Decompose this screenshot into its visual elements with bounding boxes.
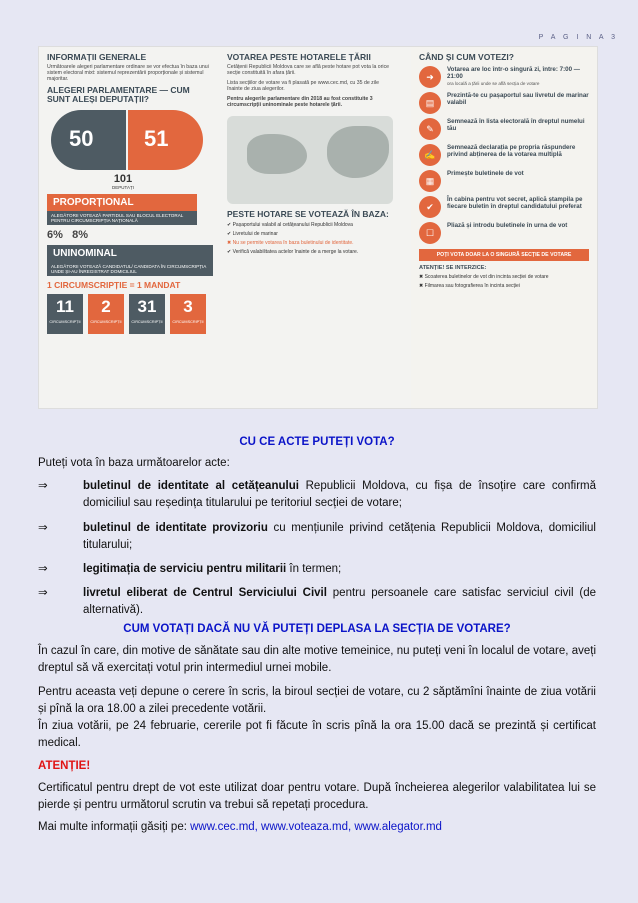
when-title: CÂND ȘI CUM VOTEZI? bbox=[419, 52, 514, 62]
step-item: ➜ Votarea are loc într-o singură zi, între: 7:00 —21:00 ora locală a țării unde se află secția de votare bbox=[419, 66, 589, 88]
election-question-title: ALEGERI PARLAMENTARE — CUM SUNT ALEȘI DEPUTAȚII? bbox=[47, 85, 190, 104]
abroad-docs-title: PESTE HOTARE SE VOTEAZĂ ÎN BAZA: bbox=[227, 209, 389, 219]
intro-text: Puteți vota în baza următoarelor acte: bbox=[38, 457, 230, 469]
step-item: ☐ Pliază și introdu buletinele în urna de vot bbox=[419, 222, 589, 244]
general-info-title: INFORMAȚII GENERALE bbox=[47, 52, 147, 62]
list-item: ⇒ buletinul de identitate provizoriu cu mențiunile privind cetățenia Republicii Moldova, domiciliul titularului; bbox=[38, 522, 596, 551]
list-item: ⇒ buletinul de identitate al cetățeanului Republicii Moldova, cu fișa de însoțire care confirmă domiciliul sau reședința titularului pe teritoriul secției de votare; bbox=[38, 480, 597, 509]
count-tile: 11 CIRCUMSCRIPȚII bbox=[47, 294, 83, 334]
uninominal-seats-value: 51 bbox=[144, 126, 169, 151]
passport-icon: ▤ bbox=[419, 92, 441, 114]
proportional-text: ALEGĂTORII VOTEAZĂ PARTIDUL SAU BLOCUL ELECTORAL PENTRU CIRCUMSCRIPȚIA NAȚIONALĂ bbox=[47, 211, 197, 225]
info-links[interactable]: www.cec.md, www.voteaza.md, www.alegator.md bbox=[190, 821, 442, 833]
proportional-seats bbox=[51, 110, 126, 170]
general-info-column bbox=[39, 47, 221, 408]
page-number-header: P A G I N A 3 bbox=[538, 34, 618, 41]
list-item: ⇒ livretul eliberat de Centrul Serviciului Civil pentru persoanele care satisfac serviciul civil (de alternativă). bbox=[38, 587, 596, 616]
ballot-icon: ▦ bbox=[419, 170, 441, 192]
abroad-doc-item: ✔ Pașaportului valabil al cetățeanului Republicii Moldova bbox=[227, 222, 353, 228]
arrow-icon: ⇒ bbox=[38, 522, 48, 534]
step-item: ✎ Semnează în lista electorală în dreptul numelui tău bbox=[419, 118, 589, 140]
paragraph: Pentru aceasta veți depune o cerere în scris, la biroul secției de votare, cu 2 săptămîni înainte de ziua votării și pînă la ora 18.00 a zilei precedente votării. bbox=[38, 686, 596, 715]
sign-icon: ✍ bbox=[419, 144, 441, 166]
uninominal-seats bbox=[128, 110, 203, 170]
abroad-text: Cetățenii Republicii Moldova care se află peste hotare pot vota la orice secție constituită în afara țării. bbox=[227, 64, 390, 76]
abroad-column bbox=[221, 47, 399, 408]
arrow-icon: ⇒ bbox=[38, 587, 48, 599]
when-column bbox=[411, 47, 597, 408]
person-walking-icon: ➜ bbox=[419, 66, 441, 88]
uninominal-label: UNINOMINAL bbox=[47, 245, 213, 262]
infographic bbox=[38, 46, 598, 409]
circumscription-rule: 1 CIRCUMSCRIPȚIE = 1 MANDAT bbox=[47, 280, 181, 290]
arrow-icon: ⇒ bbox=[38, 480, 48, 492]
uninominal-text: ALEGĂTORII VOTEAZĂ CANDIDATUL/ CANDIDATA ÎN CIRCUMSCRIPȚIA UNDE ȘI-AU ÎNREGISTRAT DOMICILIUL bbox=[47, 262, 213, 276]
prohibited-item: ✖ Scoaterea buletinelor de vot din incinta secției de votare bbox=[419, 274, 549, 280]
count-tile: 31 CIRCUMSCRIPȚII bbox=[129, 294, 165, 334]
attention-heading: ATENȚIE! bbox=[38, 760, 91, 772]
paragraph: În ziua votării, pe 24 februarie, cererile pot fi făcute în scris pînă la ora 15.00 dacă se prezintă și certificat medical. bbox=[38, 720, 596, 749]
abroad-circ-text: Pentru alegerile parlamentare din 2018 au fost constituite 3 circumscripții uninominale peste hotarele țării. bbox=[227, 96, 373, 108]
abroad-verify: ✔ Verifică valabilitatea actelor înainte de a merge la votare. bbox=[227, 249, 359, 255]
step-item: ✔ În cabina pentru vot secret, aplică ștampila pe fiecare buletin în dreptul candidatului preferat bbox=[419, 196, 589, 218]
abroad-doc-item: ✔ Livretului de marinar bbox=[227, 231, 278, 237]
list-item: ⇒ legitimația de serviciu pentru militarii în termen; bbox=[38, 561, 596, 578]
general-info-text: Următoarele alegeri parlamentare ordinare se vor efectua în baza unui sistem electoral mixt: sistemul reprezentării proporționale și sistemul majoritar. bbox=[47, 64, 209, 82]
world-map bbox=[227, 116, 393, 204]
proportional-seats-value: 50 bbox=[69, 126, 94, 151]
stamp-icon: ✔ bbox=[419, 196, 441, 218]
more-info: Mai multe informații găsiți pe: www.cec.md, www.voteaza.md, www.alegator.md bbox=[38, 821, 442, 833]
section-title-mobile-vote: CUM VOTAȚI DACĂ NU VĂ PUTEȚI DEPLASA LA SECȚIA DE VOTARE? bbox=[123, 623, 511, 635]
arrow-icon: ⇒ bbox=[38, 563, 48, 575]
abroad-no-id: ✖ Nu se permite votarea în baza buletinului de identitate. bbox=[227, 240, 354, 246]
step-item: ▤ Prezintă-te cu pașaportul sau livretul de marinar valabil bbox=[419, 92, 589, 114]
section-title-documents: CU CE ACTE PUTEȚI VOTA? bbox=[239, 436, 395, 448]
prohibited-title: ATENȚIE! SE INTERZICE: bbox=[419, 265, 487, 271]
seats-chart bbox=[51, 110, 201, 170]
abroad-list-text: Lista secțiilor de votare va fi plasată pe www.cec.md, cu 35 de zile înainte de ziua alegerilor. bbox=[227, 80, 379, 92]
total-deputies: 101 DEPUTAȚI bbox=[112, 173, 134, 190]
count-tile: 3 CIRCUMSCRIPȚII bbox=[170, 294, 206, 334]
prohibited-item: ✖ Filmarea sau fotografierea în incinta secției bbox=[419, 283, 520, 289]
count-tile: 2 CIRCUMSCRIPȚII bbox=[88, 294, 124, 334]
single-station-banner: POȚI VOTA DOAR LA O SINGURĂ SECȚIE DE VOTARE bbox=[419, 249, 589, 261]
threshold-percentages: 6% 8% bbox=[47, 229, 88, 241]
pen-icon: ✎ bbox=[419, 118, 441, 140]
step-item: ▦ Primește buletinele de vot bbox=[419, 170, 589, 192]
proportional-label: PROPORȚIONAL bbox=[47, 194, 197, 211]
paragraph: Certificatul pentru drept de vot este utilizat doar pentru votare. După încheierea alegerilor valabilitatea lui se pierde și pentru următorul scrutin va trebui să repetați procedura. bbox=[38, 782, 596, 811]
abroad-title: VOTAREA PESTE HOTARELE ȚĂRII bbox=[227, 52, 371, 62]
ballot-box-icon: ☐ bbox=[419, 222, 441, 244]
circumscription-counts bbox=[47, 294, 213, 334]
step-item: ✍ Semnează declarația pe propria răspundere privind abținerea de la votarea multiplă bbox=[419, 144, 589, 166]
paragraph: În cazul în care, din motive de sănătate sau din alte motive temeinice, nu puteți veni în localul de votare, aveți dreptul să vă exercitați votul prin intermediul urnei mobile. bbox=[38, 645, 596, 674]
